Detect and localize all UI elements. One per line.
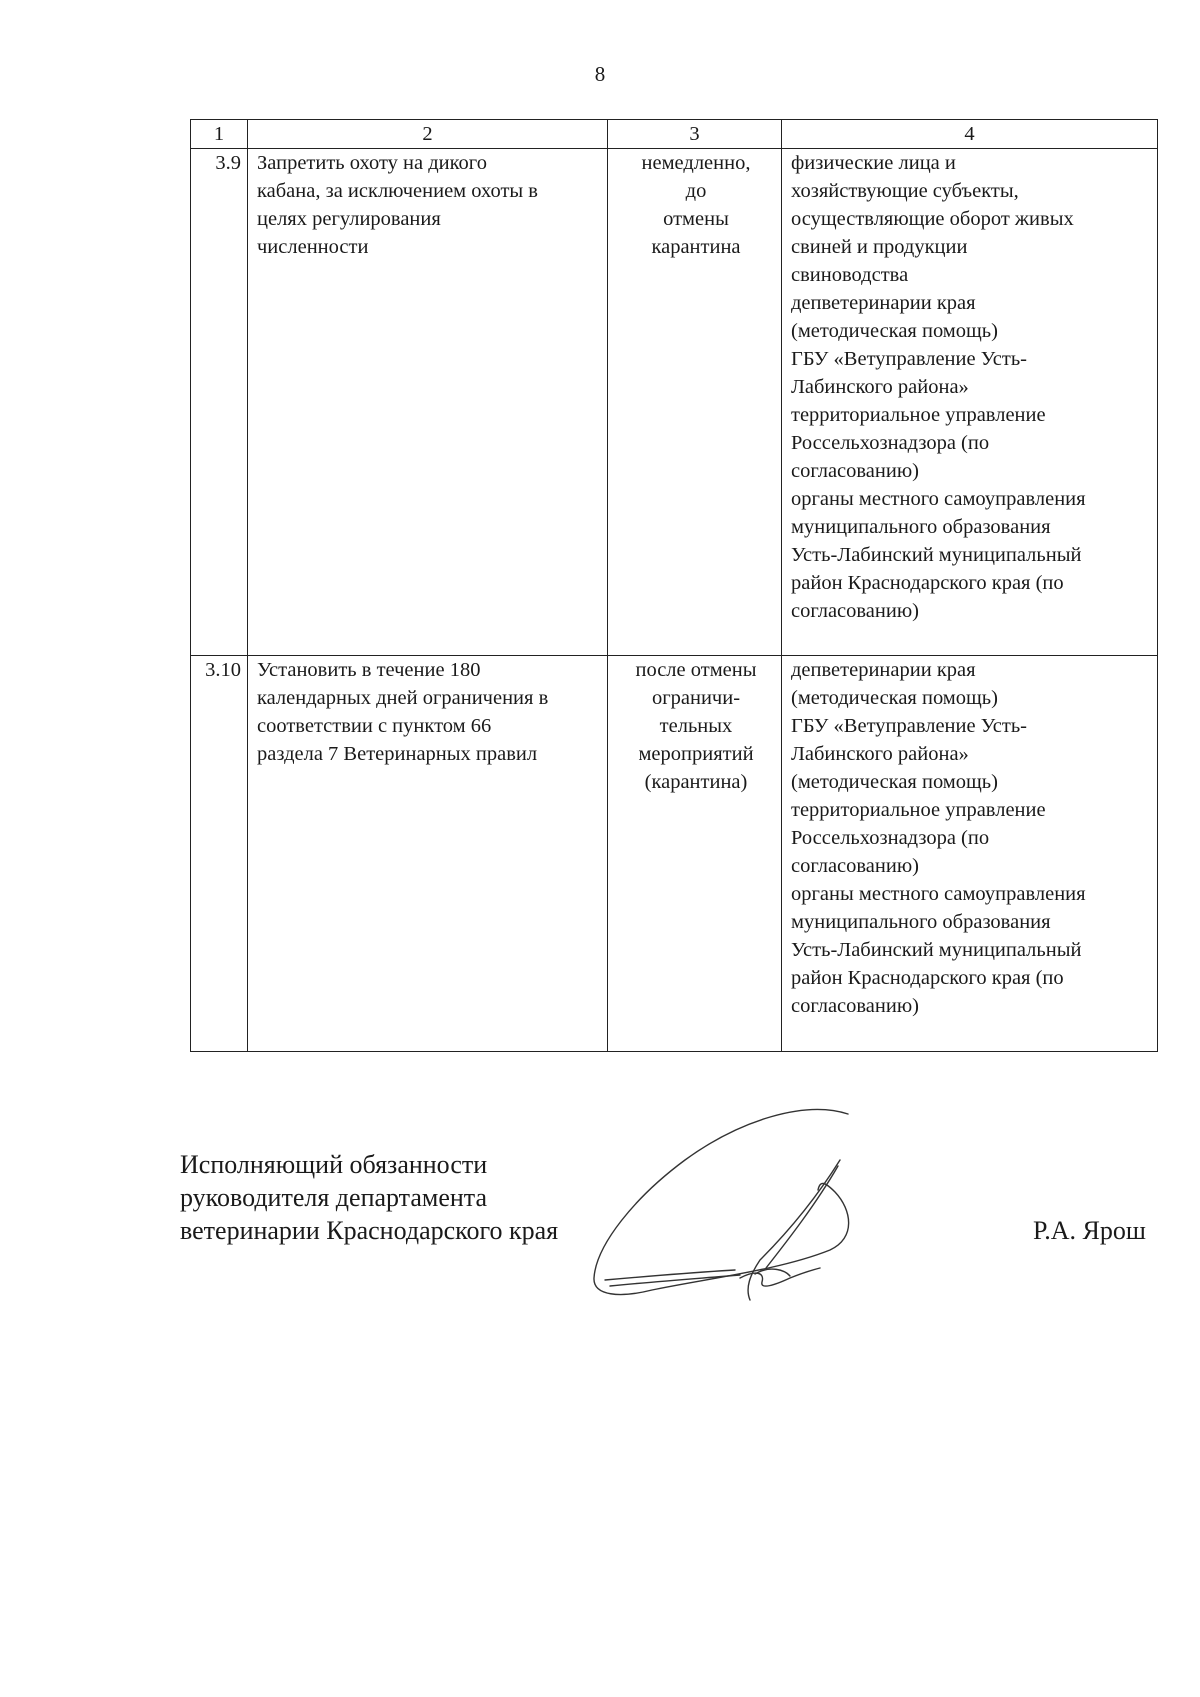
page-number: 8 xyxy=(594,62,606,86)
column-header-3: 3 xyxy=(608,120,782,149)
deadline-line: мероприятий xyxy=(638,743,754,765)
deadline-line: тельных xyxy=(659,715,733,737)
table-row xyxy=(191,656,1158,1052)
responsible-line: Усть-Лабинский муниципальный xyxy=(791,544,1082,566)
responsible-line: (методическая помощь) xyxy=(791,687,998,709)
deadline-line: ограничи- xyxy=(651,687,741,709)
table-row xyxy=(191,149,1158,656)
row-number: 3.10 xyxy=(191,656,248,1052)
responsible-line: свиней и продукции xyxy=(791,236,968,258)
responsible-cell xyxy=(782,149,1158,656)
responsible-line: органы местного самоуправления xyxy=(791,488,1086,510)
deadline-line: (карантина) xyxy=(644,771,748,793)
responsible-line: район Краснодарского края (по xyxy=(791,572,1064,594)
table-header-row xyxy=(191,120,1158,149)
measure-line: Установить в течение 180 xyxy=(257,659,481,681)
deadline-line: отмены xyxy=(663,208,729,230)
responsible-line: муниципального образования xyxy=(791,911,1051,933)
deadline-line: немедленно, xyxy=(641,152,751,174)
responsible-line: Усть-Лабинский муниципальный xyxy=(791,939,1082,961)
measure-line: раздела 7 Ветеринарных правил xyxy=(257,743,538,765)
responsible-line: осуществляющие оборот живых xyxy=(791,208,1074,230)
measure-line: целях регулирования xyxy=(257,208,441,230)
responsible-line: территориальное управление xyxy=(791,799,1046,821)
responsible-line: согласованию) xyxy=(791,995,919,1017)
measure-line: соответствии с пунктом 66 xyxy=(257,715,492,737)
deadline-line: до xyxy=(685,180,707,202)
responsible-line: хозяйствующие субъекты, xyxy=(791,180,1019,202)
responsible-line: муниципального образования xyxy=(791,516,1051,538)
position-line: Исполняющий обязанности xyxy=(180,1150,488,1179)
deadline-cell xyxy=(608,149,782,656)
measure-cell xyxy=(248,149,608,656)
signer-name: Р.А. Ярош xyxy=(1033,1216,1146,1245)
measure-line: кабана, за исключением охоты в xyxy=(257,180,538,202)
responsible-line: согласованию) xyxy=(791,855,919,877)
signatory-position xyxy=(180,1148,558,1247)
responsible-line: Россельхознадзора (по xyxy=(791,827,990,849)
responsible-line: (методическая помощь) xyxy=(791,320,998,342)
column-header-2: 2 xyxy=(248,120,608,149)
responsible-line: Россельхознадзора (по xyxy=(791,432,990,454)
deadline-line: после отмены xyxy=(635,659,757,681)
deadline-cell xyxy=(608,656,782,1052)
responsible-line: (методическая помощь) xyxy=(791,771,998,793)
measure-cell xyxy=(248,656,608,1052)
responsible-line: территориальное управление xyxy=(791,404,1046,426)
row-number: 3.9 xyxy=(191,149,248,656)
measure-line: Запретить охоту на дикого xyxy=(257,152,487,174)
measure-line: численности xyxy=(257,236,369,258)
position-line: руководителя департамента xyxy=(180,1183,488,1212)
responsible-line: Лабинского района» xyxy=(791,376,969,398)
responsible-line: свиноводства xyxy=(791,264,909,286)
responsible-line: согласованию) xyxy=(791,600,919,622)
responsible-line: район Краснодарского края (по xyxy=(791,967,1064,989)
handwritten-signature xyxy=(590,1100,860,1310)
measure-line: календарных дней ограничения в xyxy=(257,687,549,709)
responsible-line: ГБУ «Ветуправление Усть- xyxy=(791,348,1028,370)
responsible-line: органы местного самоуправления xyxy=(791,883,1086,905)
column-header-4: 4 xyxy=(782,120,1158,149)
measures-table xyxy=(190,119,1158,1052)
responsible-line: ГБУ «Ветуправление Усть- xyxy=(791,715,1028,737)
responsible-line: Лабинского района» xyxy=(791,743,969,765)
responsible-line: депветеринарии края xyxy=(791,292,976,314)
deadline-line: карантина xyxy=(651,236,741,258)
responsible-line: согласованию) xyxy=(791,460,919,482)
position-line: ветеринарии Краснодарского края xyxy=(180,1216,559,1245)
column-header-1: 1 xyxy=(191,120,248,149)
responsible-line: физические лица и xyxy=(791,152,956,174)
responsible-line: депветеринарии края xyxy=(791,659,976,681)
responsible-cell xyxy=(782,656,1158,1052)
